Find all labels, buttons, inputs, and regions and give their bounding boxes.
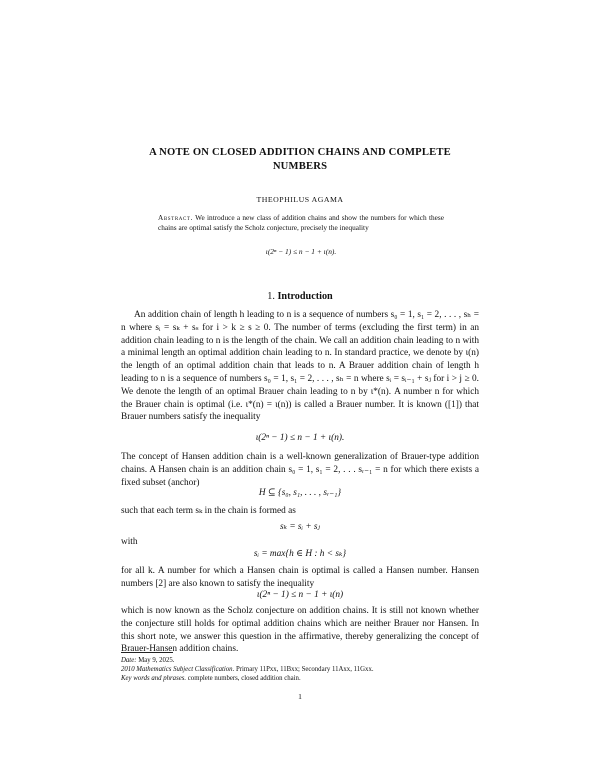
equation-scholz-inequality: ι(2ⁿ − 1) ≤ n − 1 + ι(n) bbox=[256, 590, 344, 600]
author-name: THEOPHILUS AGAMA bbox=[256, 195, 344, 204]
section-number: 1. bbox=[267, 291, 275, 302]
footnote-keywords-label: Key words and phrases. bbox=[121, 675, 187, 682]
paragraph-hansen-intro: The concept of Hansen addition chain is a well-known generalization of Brauer-type addition chains. A Hansen chain is an addition chain s₀ = 1, s₁ = 2, . . . sᵣ₋₁ = n for which there exists a fixed subset (anchor) bbox=[121, 452, 479, 488]
equation-anchor-subset: H ⊆ {s₀, s₁, . . . , sᵣ₋₁} bbox=[258, 488, 342, 498]
abstract-equation: ι(2ⁿ − 1) ≤ n − 1 + ι(n). bbox=[265, 247, 337, 256]
abstract-label: Abstract. bbox=[158, 213, 193, 222]
section-title: Introduction bbox=[277, 291, 333, 302]
footnote-date-label: Date: bbox=[121, 657, 137, 664]
paragraph-definitions: An addition chain of length h leading to n is a sequence of numbers s₀ = 1, s₁ = 2, . . . , sₕ = n where sᵢ = sₖ + sₛ for i > k ≥ s ≥ 0. The number of terms (excluding the first term) in an addition chain leading to n is the length of the chain. We call an addition chain leading to n with a minimal length an optimal addition chain leading to n. In standard practice, we denote by ι(n) the length of an optimal addition chain that leads to n. A Brauer addition chain of length h leading to n is a sequence of numbers s₀ = 1, s₁ = 2, . . . , sₕ = n where sᵢ = sᵢ₋₁ + sⱼ for i > j ≥ 0. We denote the length of an optimal Brauer chain leading to n by ι*(n). A number n for which the Brauer chain is optimal (i.e. ι*(n) = ι(n)) is called a Brauer number. It is known ([1]) that Brauer numbers satisfy the inequality bbox=[121, 310, 479, 423]
footnote-msc-value: Primary 11Pxx, 11Bxx; Secondary 11Axx, 11Gxx. bbox=[235, 666, 374, 673]
footnote-keywords-value: complete numbers, closed addition chain. bbox=[187, 675, 301, 682]
page-number: 1 bbox=[298, 692, 302, 701]
equation-term-sum: sₖ = sᵢ + sⱼ bbox=[279, 522, 321, 532]
abstract bbox=[158, 213, 444, 233]
paragraph-term-formed: such that each term sₖ in the chain is formed as bbox=[121, 506, 296, 516]
footnote-msc-label: 2010 Mathematics Subject Classification. bbox=[121, 666, 235, 673]
equation-max-anchor: sᵢ = max{h ∈ H : h < sₖ} bbox=[253, 549, 347, 559]
abstract-text: We introduce a new class of addition chains and show the numbers for which these chains are optimal satisfy the Scholz conjecture, precisely the inequality bbox=[158, 213, 444, 233]
paragraph-scholz-conjecture: which is now known as the Scholz conjecture on addition chains. It is still not known whether the conjecture still holds for optimal addition chains which are neither Brauer nor Hansen. In this short note, we answer this question in the affirmative, thereby generalizing the concept of Brauer-Hansen addition chains. bbox=[121, 606, 479, 655]
paper-title bbox=[110, 146, 490, 174]
footnote-keywords bbox=[121, 674, 479, 684]
footnote-date-value: May 9, 2025. bbox=[138, 657, 175, 664]
title-line-2: NUMBERS bbox=[272, 161, 328, 172]
footnote-rule bbox=[121, 652, 173, 653]
paragraph-hansen-number: for all k. A number for which a Hansen chain is optimal is called a Hansen number. Hansen numbers [2] are also known to satisfy the inequality bbox=[121, 566, 479, 589]
paragraph-with: with bbox=[121, 537, 138, 547]
title-line-1: A NOTE ON CLOSED ADDITION CHAINS AND COMPLETE bbox=[149, 147, 451, 158]
equation-brauer-inequality: ι(2ⁿ − 1) ≤ n − 1 + ι(n). bbox=[255, 433, 345, 443]
section-heading bbox=[120, 291, 480, 302]
